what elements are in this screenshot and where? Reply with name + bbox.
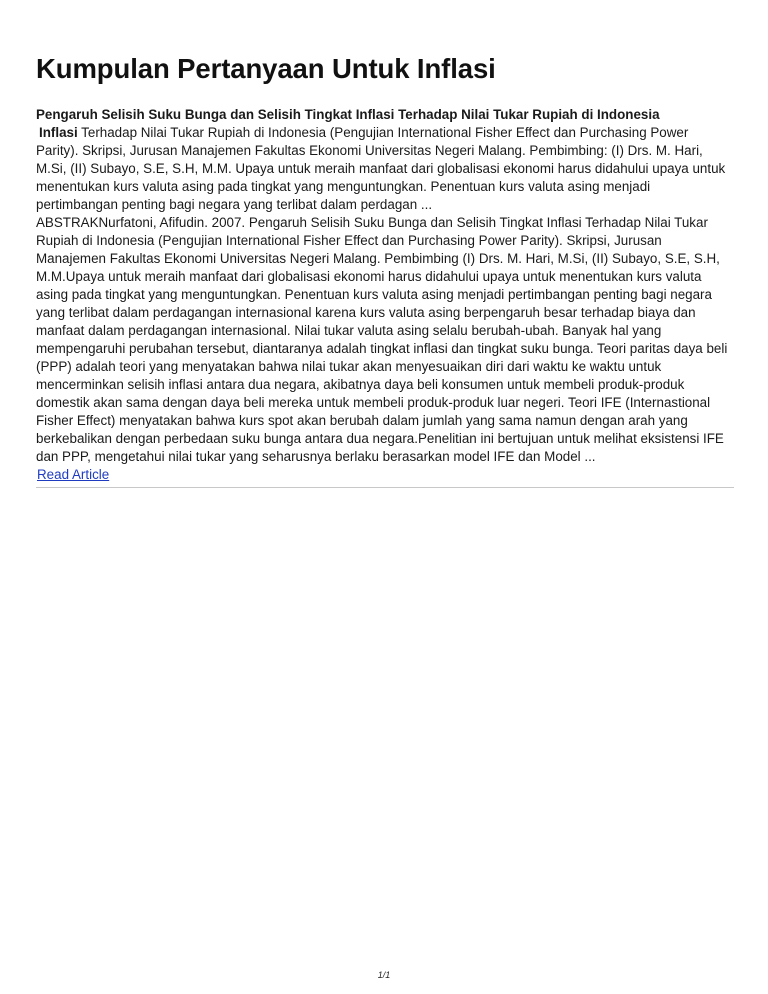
article-lead-keyword: Inflasi	[39, 125, 78, 140]
article-title: Pengaruh Selisih Suku Bunga dan Selisih Tingkat Inflasi Terhadap Nilai Tukar Rupiah di Indonesia	[36, 107, 660, 122]
article-entry	[36, 106, 734, 488]
article-abstract: ABSTRAKNurfatoni, Afifudin. 2007. Pengaruh Selisih Suku Bunga dan Selisih Tingkat Inflasi Terhadap Nilai Tukar Rupiah di Indonesia (Pengujian International Fisher Effect dan Purchasing Power Parity). Skripsi, Jurusan Manajemen Fakultas Ekonomi Universitas Negeri Malang. Pembimbing (I) Drs. M. Hari, M.Si, (II) Subayo, S.E, S.H, M.M.Upaya untuk meraih manfaat dari globalisasi ekonomi harus didahului upaya untuk menentukan kurs valuta asing pada tingkat yang menguntungkan. Penentuan kurs valuta asing menjadi pertimbangan penting bagi negara yang terlibat dalam perdagangan internasional karena kurs valuta asing berpengaruh besar terhadap biaya dan manfaat dalam perdagangan internasional. Nilai tukar valuta asing selalu berubah-ubah. Banyak hal yang mempengaruhi perubahan tersebut, diantaranya adalah tingkat inflasi dan tingkat suku bunga. Teori paritas daya beli (PPP) adalah teori yang menyatakan bahwa nilai tukar akan menyesuaikan diri dari waktu ke waktu untuk mencerminkan selisih inflasi antara dua negara, akibatnya daya beli konsumen untuk membeli produk-produk domestik akan sama dengan daya beli mereka untuk membeli produk-produk luar negeri. Teori IFE (Internastional Fisher Effect) menyatakan bahwa kurs spot akan berubah dalam jumlah yang sama namun dengan arah yang berkebalikan dengan perbedaan suku bunga antara dua negara.Penelitian ini bertujuan untuk melihat eksistensi IFE dan PPP, mengetahui nilai tukar yang seharusnya berlaku berasarkan model IFE dan Model ...	[36, 215, 728, 464]
page-title: Kumpulan Pertanyaan Untuk Inflasi	[36, 53, 496, 84]
page-number: 1/1	[377, 970, 391, 980]
article-excerpt	[36, 124, 734, 214]
read-article-link[interactable]: Read Article	[37, 467, 110, 482]
document-page	[36, 52, 734, 488]
article-excerpt-text: Terhadap Nilai Tukar Rupiah di Indonesia (Pengujian International Fisher Effect dan Purchasing Power Parity). Skripsi, Jurusan Manajemen Fakultas Ekonomi Universitas Negeri Malang. Pembimbing: (I) Drs. M. Hari, M.Si, (II) Subayo, S.E, S.H, M.M. Upaya untuk meraih manfaat dari globalisasi ekonomi harus didahului upaya untuk menentukan kurs valuta asing pada tingkat yang menguntungkan. Penentuan kurs valuta asing menjadi pertimbangan penting bagi negara yang terlibat dalam perdagan ...	[36, 125, 726, 212]
entry-divider	[36, 487, 734, 488]
